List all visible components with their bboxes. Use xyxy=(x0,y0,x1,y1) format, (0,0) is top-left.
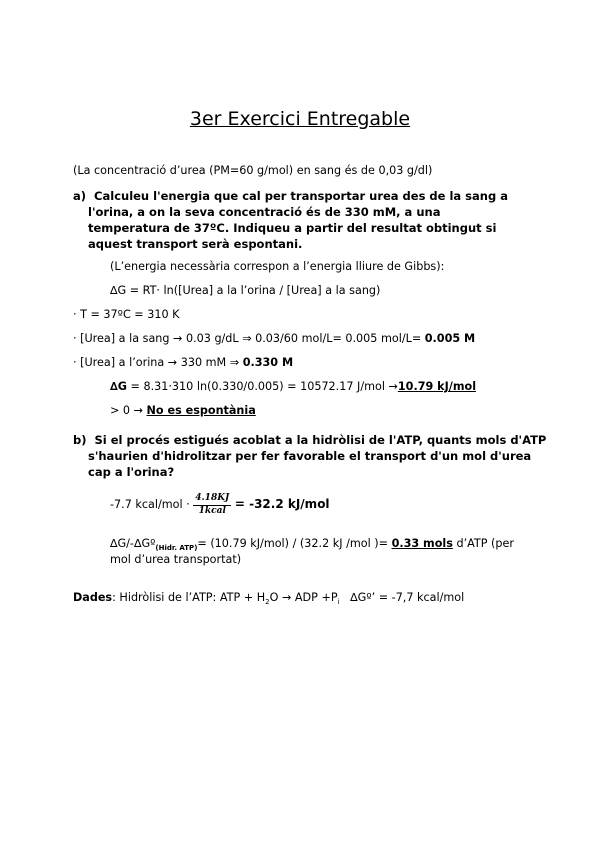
urine-concentration-line xyxy=(73,356,293,371)
blood-concentration-calc: · [Urea] a la sang → 0.03 g/dL ⇒ 0.03/60 mol/L= 0.005 mol/L= xyxy=(73,332,425,345)
delta-g-symbol: ∆G xyxy=(110,380,127,393)
part-a-question-text: Calculeu l'energia que cal per transportar urea des de la sang a xyxy=(94,189,508,203)
part-a-label: a) xyxy=(73,189,87,203)
part-b-question-line-2: s'haurien d'hidrolitzar per fer favorable el transport d'un mol d'urea xyxy=(88,449,532,463)
ratio-suffix: d’ATP (per xyxy=(452,537,514,550)
part-a-question-line-2: l'orina, a on la seva concentració és de 330 mM, a una xyxy=(88,205,441,219)
kcal-result: = -32.2 kJ/mol xyxy=(234,497,330,512)
data-note-sub-i: i xyxy=(337,598,340,607)
part-b-label: b) xyxy=(73,433,87,447)
blood-concentration-line xyxy=(73,332,475,347)
urine-concentration-value: 0.330 M xyxy=(242,356,294,369)
atp-mols-result: 0.33 mols xyxy=(391,537,453,550)
part-a-question-line-3: temperatura de 37ºC. Indiqueu a partir del resultat obtingut si xyxy=(88,221,497,235)
data-note-text-a: : Hidròlisi de l’ATP: ATP + H xyxy=(112,591,266,604)
urine-concentration-calc: · [Urea] a l’orina → 330 mM ⇒ xyxy=(73,356,243,369)
conversion-fraction xyxy=(193,493,231,517)
part-a-question-line-4: aquest transport serà espontani. xyxy=(88,237,303,251)
data-note-sub-2: 2 xyxy=(265,598,270,607)
gibbs-formula: ∆G = RT· ln([Urea] a la l’orina / [Urea] a la sang) xyxy=(110,284,381,297)
part-b-question-text: Si el procés estigués acoblat a la hidròlisi de l'ATP, quants mols d'ATP xyxy=(94,433,547,447)
ratio-expression: = (10.79 kJ/mol) / (32.2 kJ /mol )= xyxy=(197,537,392,550)
ratio-subscript: (Hidr. ATP) xyxy=(155,544,198,553)
kcal-prefix: -7.7 kcal/mol · xyxy=(110,498,194,512)
part-a-question-line-1 xyxy=(73,189,508,204)
delta-g-expression: = 8.31·310 ln(0.330/0.005) = 10572.17 J/mol → xyxy=(126,380,398,393)
part-b-question-line-1 xyxy=(73,433,546,448)
atp-ratio-line-2: mol d’urea transportat) xyxy=(110,553,242,566)
energy-note: (L’energia necessària correspon a l’energia lliure de Gibbs): xyxy=(110,260,445,273)
page-title: 3er Exercici Entregable xyxy=(189,108,411,130)
data-note-text-c: ∆Gº’ = -7,7 kcal/mol xyxy=(339,591,465,604)
data-note-text-b: O → ADP +P xyxy=(269,591,338,604)
fraction-denominator: 1kcal xyxy=(198,505,226,516)
fraction-numerator: 4.18KJ xyxy=(193,493,231,506)
kcal-conversion xyxy=(110,493,330,517)
conclusion-prefix: > 0 → xyxy=(110,404,147,417)
data-note-label: Dades xyxy=(73,591,113,604)
intro-text: (La concentració d’urea (PM=60 g/mol) en sang és de 0,03 g/dl) xyxy=(73,164,433,177)
delta-g-result: 10.79 kJ/mol xyxy=(397,380,477,393)
atp-ratio-line-1 xyxy=(110,537,514,553)
data-note xyxy=(73,591,464,607)
ratio-prefix: ∆G/-∆Gº xyxy=(110,537,156,550)
conclusion-text: No es espontània xyxy=(146,404,256,417)
blood-concentration-value: 0.005 M xyxy=(424,332,476,345)
delta-g-calculation xyxy=(110,380,476,395)
spontaneity-conclusion xyxy=(110,404,256,419)
part-b-question-line-3: cap a l'orina? xyxy=(88,465,175,479)
temperature-line: · T = 37ºC = 310 K xyxy=(73,308,180,321)
